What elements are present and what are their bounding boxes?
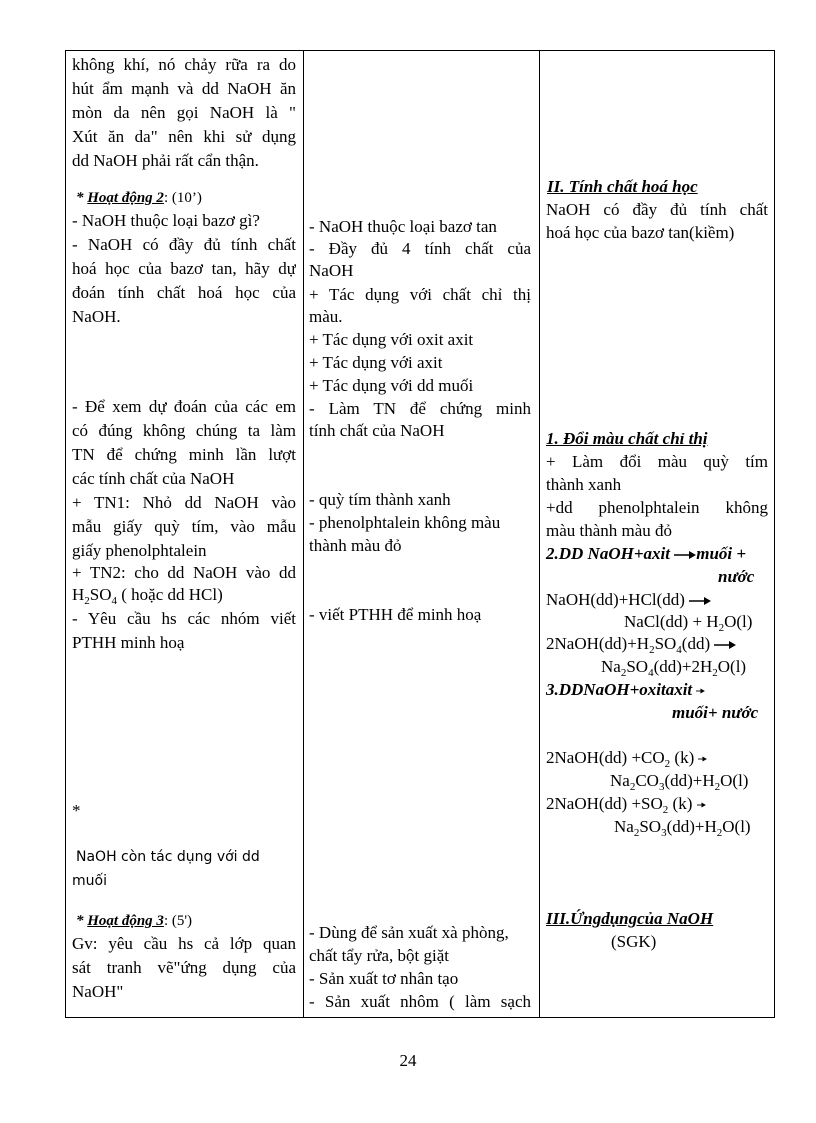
question: - NaOH thuộc loại bazơ gì? — [72, 211, 260, 230]
page-number: 24 — [399, 1051, 417, 1070]
application-line: - Sản xuất tơ nhân tạo — [309, 969, 459, 988]
intro-line: dd NaOH phải rất cẩn thận. — [72, 151, 259, 170]
question-line: đoán tính chất hoá học của — [72, 283, 296, 302]
intro-line: Xút ăn da" nên khi sử dụng — [72, 127, 296, 146]
experiment-line: mẫu giấy quỳ tím, vào mẫu — [72, 517, 296, 536]
arrow-right-icon — [698, 754, 712, 764]
section-3-body: (SGK) — [611, 932, 657, 951]
intro-line: mòn da nên gọi NaOH là " — [72, 103, 296, 122]
naoh-salt-note: muối — [72, 873, 107, 889]
equation-3: 2NaOH(dd) $+CO_2$ (k) — [546, 747, 712, 769]
activity-title: Hoạt động 2 — [87, 190, 164, 206]
intro-line: không khí, nó chảy rữa ra do — [72, 55, 296, 74]
subsection-1-body: +dd phenolphtalein không — [546, 498, 768, 517]
intro-line: hút ẩm mạnh và dd NaOH ăn — [72, 79, 296, 98]
equation-4-product: $Na_2SO_3(dd)+H_2O(l)$ — [614, 817, 751, 839]
section-2-body: hoá học của bazơ tan(kiềm) — [546, 223, 735, 242]
equation-note: - viết PTHH để minh hoạ — [309, 605, 482, 624]
experiment-line: TN để chứng minh lần lượt — [72, 445, 296, 464]
subsection-1-body: thành xanh — [546, 475, 622, 494]
answer-line: + Tác dụng với chất chỉ thị — [309, 285, 531, 304]
activity-star: * — [76, 913, 84, 929]
h2so4-line: $H_2SO_4$ ( hoặc dd HCl) — [72, 585, 223, 607]
section-2-title: II. Tính chất hoá học — [547, 177, 698, 196]
equation-1-product: NaCl(dd) + $H_2O(l)$ — [624, 612, 753, 634]
equation-1: NaOH(dd)+HCl(dd) — [546, 589, 711, 611]
subsection-3-title: 3.DDNaOH+oxitaxit — [546, 679, 710, 701]
experiment-line: có đúng không chúng ta làm — [72, 421, 296, 440]
application-line: chất tẩy rửa, bột giặt — [309, 946, 449, 965]
answer-line: + Tác dụng với dd muối — [309, 376, 474, 395]
subsection-2-title-cont: nước — [718, 567, 755, 586]
arrow-right-icon — [689, 596, 711, 606]
experiment-line: giấy phenolphtalein — [72, 541, 207, 560]
question-line: - NaOH có đầy đủ tính chất — [72, 235, 296, 254]
answer-line: màu. — [309, 307, 343, 326]
answer-line: + Tác dụng với oxit axit — [309, 330, 474, 349]
gv-line: NaOH" — [72, 982, 124, 1001]
activity-3-heading — [76, 910, 192, 932]
experiment-line: các tính chất của NaOH — [72, 469, 235, 488]
column-divider-2 — [539, 51, 540, 1017]
equation-2-product: $Na_2SO_4(dd)+2H_2O(l)$ — [601, 657, 747, 679]
experiment-line: + TN1: Nhỏ dd NaOH vào — [72, 493, 296, 512]
section-3-title: III.Ứngdụngcủa NaOH — [546, 909, 714, 928]
star-marker: * — [72, 801, 81, 820]
arrow-right-icon — [674, 550, 696, 560]
gv-line: sát tranh vẽ"ứng dụng của — [72, 958, 296, 977]
column-divider-1 — [303, 51, 304, 1017]
subsection-1-body: màu thành màu đỏ — [546, 521, 673, 540]
subsection-1-body: + Làm đổi màu quỳ tím — [546, 452, 768, 471]
subsection-3-title-cont: muối+ nước — [672, 703, 759, 722]
answer-line: - Làm TN để chứng minh — [309, 399, 531, 418]
naoh-salt-note: NaOH còn tác dụng với dd — [76, 849, 260, 865]
answer-line: + Tác dụng với axit — [309, 353, 443, 372]
answer-line: - Đầy đủ 4 tính chất của — [309, 239, 531, 258]
arrow-right-icon — [696, 686, 710, 696]
gv-line: Gv: yêu cầu hs cả lớp quan — [72, 934, 296, 953]
observation-line: thành màu đỏ — [309, 536, 402, 555]
activity-star: * — [76, 190, 84, 206]
equation-4: 2NaOH(dd) $+SO_2$ (k) — [546, 793, 711, 815]
request-line: PTHH minh hoạ — [72, 633, 185, 652]
answer-line: tính chất của NaOH — [309, 421, 445, 440]
arrow-right-icon — [697, 800, 711, 810]
question-line: NaOH. — [72, 307, 121, 326]
subsection-1-title: 1. Đổi màu chất chỉ thị — [546, 429, 708, 448]
activity-title: Hoạt động 3 — [87, 913, 164, 929]
equation-3-product: $Na_2CO_3(dd)+H_2O(l)$ — [610, 771, 749, 793]
answer-line: - NaOH thuộc loại bazơ tan — [309, 217, 497, 236]
experiment-line: + TN2: cho dd NaOH vào dd — [72, 563, 296, 582]
activity-time: : (10’) — [163, 190, 202, 206]
equation-2: $2NaOH(dd)+H_2SO_4(dd)$ — [546, 633, 736, 655]
answer-line: NaOH — [309, 261, 354, 280]
application-line: - Dùng để sản xuất xà phòng, — [309, 923, 509, 942]
section-2-body: NaOH có đầy đủ tính chất — [546, 200, 768, 219]
request-line: - Yêu cầu hs các nhóm viết — [72, 609, 296, 628]
experiment-line: - Để xem dự đoán của các em — [72, 397, 296, 416]
observation-line: - phenolphtalein không màu — [309, 513, 501, 532]
observation-line: - quỳ tím thành xanh — [309, 490, 451, 509]
arrow-right-icon — [714, 640, 736, 650]
question-line: hoá học của bazơ tan, hãy dự — [72, 259, 296, 278]
subsection-2-title: 2.DD NaOH+axit muối + — [546, 544, 747, 563]
activity-time: : (5') — [163, 913, 193, 929]
activity-2-heading — [76, 187, 202, 209]
application-line: - Sản xuất nhôm ( làm sạch — [309, 992, 531, 1011]
